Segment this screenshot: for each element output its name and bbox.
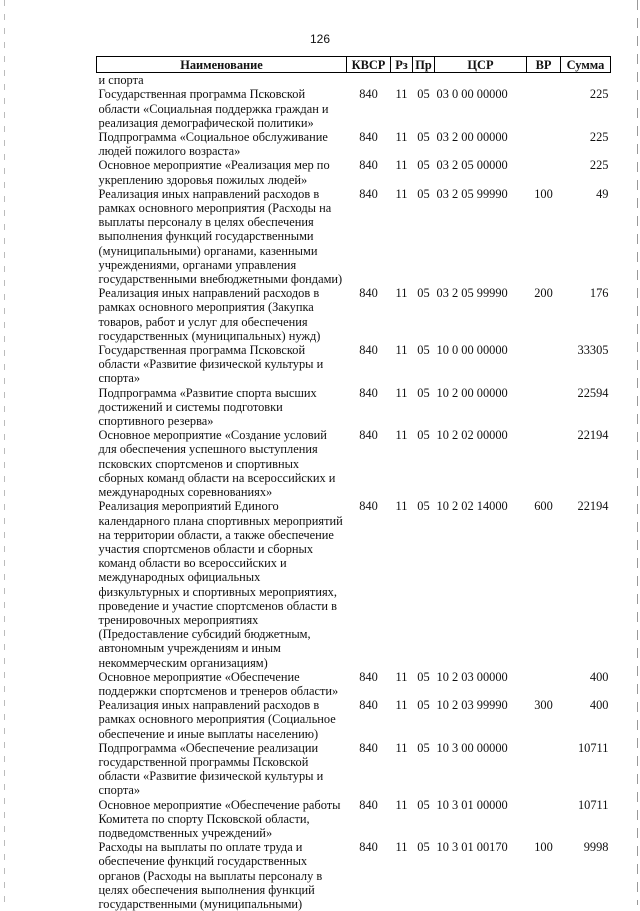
row-kvsr [347, 73, 391, 88]
table-row [97, 741, 611, 798]
row-pr: 05 [417, 669, 430, 684]
row-rz: 11 [395, 797, 408, 812]
table-header [97, 57, 611, 73]
row-csr: 03 2 00 00000 [436, 130, 508, 145]
header-rz: Рз [391, 57, 413, 73]
header-csr: ЦСР [435, 57, 527, 73]
table-row [97, 428, 611, 499]
row-csr: 10 2 00 00000 [436, 385, 508, 400]
row-sum [561, 73, 611, 88]
row-csr: 10 2 02 00000 [436, 428, 508, 443]
table-row [97, 386, 611, 429]
row-vr: 200 [534, 286, 553, 301]
row-vr [527, 343, 561, 386]
row-name: Основное мероприятие «Реализация мер по укреплению здоровья пожилых людей» [98, 158, 330, 187]
row-vr: 100 [534, 186, 553, 201]
header-name: Наименование [97, 57, 347, 73]
row-csr: 03 2 05 99990 [436, 286, 508, 301]
row-name: Расходы на выплаты по оплате труда и обеспечение функций государственных органов (Расходы на выплаты персоналу в целях обеспечения выполнения функций государственными (муниципальными) [98, 840, 323, 911]
row-csr: 03 2 05 99990 [436, 186, 508, 201]
row-rz [391, 73, 413, 88]
table-row [97, 130, 611, 158]
row-kvsr: 840 [359, 343, 378, 358]
row-rz: 11 [395, 698, 408, 713]
row-name: Основное мероприятие «Обеспечение поддержки спортсменов и тренеров области» [98, 669, 339, 698]
row-sum: 10711 [577, 797, 609, 812]
row-rz: 11 [395, 87, 408, 102]
budget-table [96, 56, 611, 911]
row-rz: 11 [395, 840, 408, 855]
row-csr [435, 73, 527, 88]
row-kvsr: 840 [359, 428, 378, 443]
row-rz: 11 [395, 669, 408, 684]
row-rz: 11 [395, 158, 408, 173]
row-kvsr: 840 [359, 87, 378, 102]
row-sum: 225 [589, 130, 609, 145]
row-vr [527, 741, 561, 798]
table-row [97, 698, 611, 741]
row-kvsr: 840 [359, 385, 378, 400]
row-pr [413, 73, 435, 88]
row-kvsr: 840 [359, 740, 378, 755]
table-row [97, 87, 611, 130]
row-csr: 03 2 05 00000 [436, 158, 508, 173]
row-name: Основное мероприятие «Обеспечение работы Комитета по спорту Псковской области, подведомственных учреждений» [98, 797, 341, 840]
row-name: Реализация иных направлений расходов в рамках основного мероприятия (Закупка товаров, работ и услуг для обеспечения государственных (муниципальных) нужд) [98, 286, 321, 343]
row-vr [527, 130, 561, 158]
row-sum: 9998 [583, 840, 609, 855]
row-sum: 33305 [577, 343, 609, 358]
table-row [97, 158, 611, 186]
scan-edge-right [637, 0, 638, 905]
row-name: и спорта [98, 73, 144, 88]
row-csr: 10 2 03 99990 [436, 698, 508, 713]
header-pr: Пр [413, 57, 435, 73]
row-rz: 11 [395, 186, 408, 201]
row-vr [527, 428, 561, 499]
row-pr: 05 [417, 840, 430, 855]
table-row [97, 286, 611, 343]
row-pr: 05 [417, 186, 430, 201]
row-rz: 11 [395, 499, 408, 514]
row-kvsr: 840 [359, 669, 378, 684]
row-vr [527, 73, 561, 88]
row-pr: 05 [417, 385, 430, 400]
row-sum: 400 [589, 669, 609, 684]
row-csr: 10 3 01 00000 [436, 797, 508, 812]
row-csr: 10 3 01 00170 [436, 840, 508, 855]
table-row [97, 670, 611, 698]
row-rz: 11 [395, 130, 408, 145]
row-csr: 10 3 00 00000 [436, 740, 508, 755]
row-pr: 05 [417, 87, 430, 102]
row-sum: 22594 [577, 385, 609, 400]
row-pr: 05 [417, 499, 430, 514]
row-sum: 22194 [577, 428, 609, 443]
row-rz: 11 [395, 385, 408, 400]
row-pr: 05 [417, 130, 430, 145]
scan-edge-left [4, 0, 5, 905]
row-csr: 03 0 00 00000 [436, 87, 508, 102]
row-pr: 05 [417, 698, 430, 713]
row-name: Основное мероприятие «Создание условий для обеспечения успешного выступления псковских спортсменов и спортивных сборных команд области на всероссийских и международных соревнованиях» [98, 428, 336, 500]
row-vr: 100 [534, 840, 553, 855]
row-name: Подпрограмма «Развитие спорта высших достижений и системы подготовки спортивного резерва» [98, 385, 317, 429]
table-row [97, 187, 611, 286]
row-sum: 225 [589, 87, 609, 102]
row-kvsr: 840 [359, 840, 378, 855]
row-sum: 225 [589, 158, 609, 173]
row-sum: 10711 [577, 740, 609, 755]
row-vr [527, 798, 561, 841]
row-csr: 10 2 02 14000 [436, 499, 508, 514]
row-pr: 05 [417, 797, 430, 812]
row-sum: 400 [589, 698, 609, 713]
row-name: Подпрограмма «Обеспечение реализации государственной программы Псковской области «Развитие физической культуры и спорта» [98, 740, 324, 798]
row-name: Государственная программа Псковской области «Развитие физической культуры и спорта» [98, 343, 324, 386]
row-kvsr: 840 [359, 286, 378, 301]
row-vr [527, 386, 561, 429]
row-kvsr: 840 [359, 186, 378, 201]
row-vr: 600 [534, 499, 553, 514]
row-name: Государственная программа Псковской области «Социальная поддержка граждан и реализация демографической политики» [98, 87, 329, 130]
row-name: Реализация иных направлений расходов в рамках основного мероприятия (Расходы на выплаты персоналу в целях обеспечения выполнения функций государственными (муниципальными) органами, казенными учреждениями, органами управления государственными внебюджетными фондами) [98, 186, 343, 287]
row-pr: 05 [417, 428, 430, 443]
header-sum: Сумма [561, 57, 611, 73]
row-csr: 10 0 00 00000 [436, 343, 508, 358]
row-kvsr: 840 [359, 797, 378, 812]
row-csr: 10 2 03 00000 [436, 669, 508, 684]
header-kvsr: КВСР [347, 57, 391, 73]
row-pr: 05 [417, 740, 430, 755]
page-number: 126 [309, 32, 331, 46]
row-kvsr: 840 [359, 158, 378, 173]
row-rz: 11 [395, 343, 408, 358]
table-row [97, 73, 611, 88]
row-name: Подпрограмма «Социальное обслуживание людей пожилого возраста» [98, 130, 328, 159]
table-body [97, 73, 611, 911]
row-name: Реализация мероприятий Единого календарного плана спортивных мероприятий на территории области, а также обеспечение участия спортсменов области и сборных команд области во всероссийских и международных официальных физкультурных и спортивных мероприятиях, проведение и участие спортсменов области в тренировочных мероприятиях (Предоставление субсидий бюджетным, автономным учреждениям и иным некоммерческим организациям) [98, 499, 343, 670]
row-vr [527, 87, 561, 130]
row-pr: 05 [417, 286, 430, 301]
row-rz: 11 [395, 740, 408, 755]
row-pr: 05 [417, 158, 430, 173]
row-kvsr: 840 [359, 499, 378, 514]
row-pr: 05 [417, 343, 430, 358]
row-vr [527, 158, 561, 186]
row-sum: 49 [596, 186, 609, 201]
table-row [97, 798, 611, 841]
table-row [97, 499, 611, 669]
row-kvsr: 840 [359, 698, 378, 713]
row-vr [527, 670, 561, 698]
table-row [97, 343, 611, 386]
row-name: Реализация иных направлений расходов в рамках основного мероприятия (Социальное обеспечение и иные выплаты населению) [98, 698, 336, 741]
row-sum: 22194 [577, 499, 609, 514]
table-row [97, 840, 611, 911]
row-rz: 11 [395, 428, 408, 443]
row-rz: 11 [395, 286, 408, 301]
row-vr: 300 [534, 698, 553, 713]
row-sum: 176 [589, 286, 609, 301]
header-vr: ВР [527, 57, 561, 73]
row-kvsr: 840 [359, 130, 378, 145]
